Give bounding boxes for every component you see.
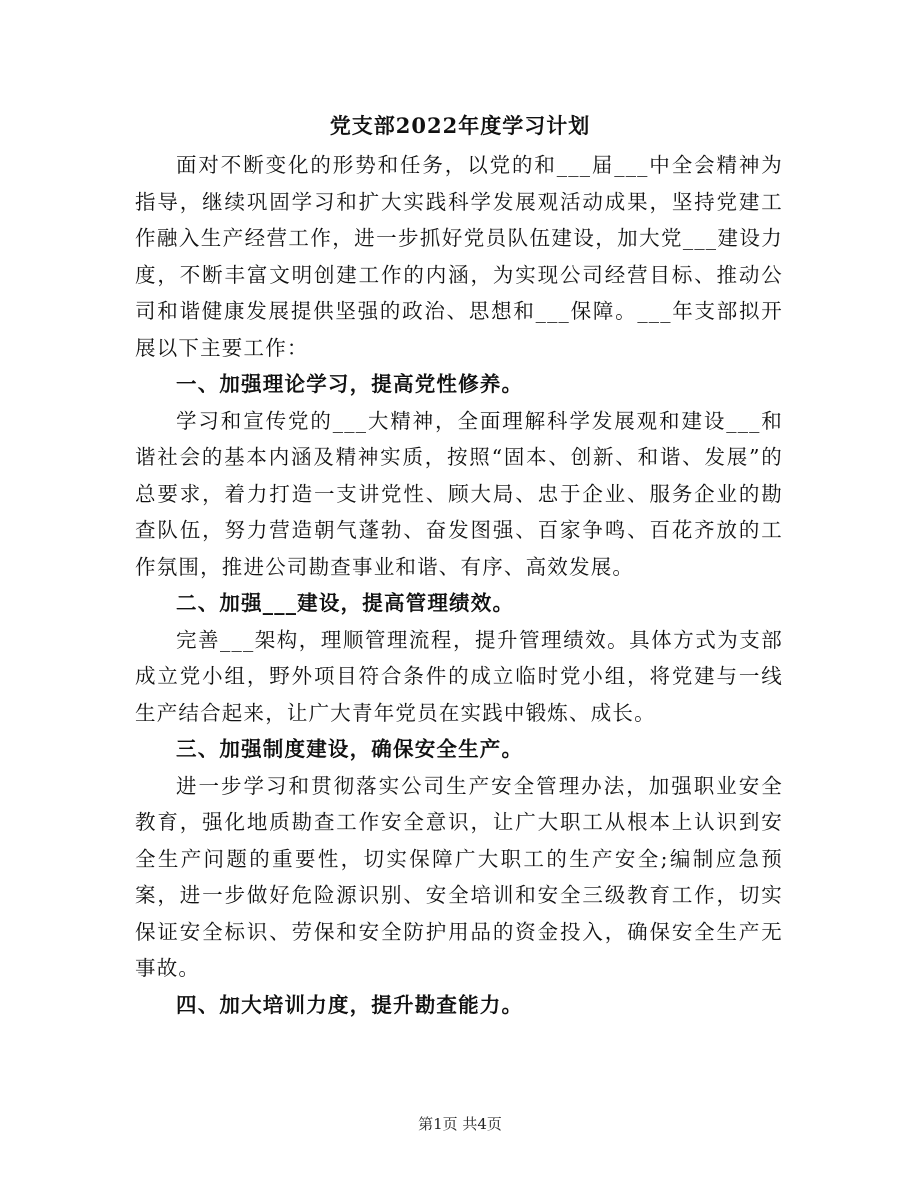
- paragraph-section-2: 完善___架构，理顺管理流程，提升管理绩效。具体方式为支部成立党小组，野外项目符合条件的成立临时党小组，将党建与一线生产结合起来，让广大青年党员在实践中锻炼、成长。: [135, 627, 783, 725]
- section-heading-2: 二、加强___建设，提高管理绩效。: [176, 591, 515, 615]
- section-heading-1: 一、加强理论学习，提高党性修养。: [176, 372, 524, 396]
- page-number-footer: 第1页 共4页: [418, 1115, 502, 1133]
- paragraph-intro: 面对不断变化的形势和任务，以党的和___届___中全会精神为指导，继续巩固学习和扩大实践科学发展观活动成果，坚持党建工作融入生产经营工作，进一步抓好党员队伍建设，加大党___建设力度，不断丰富文明创建工作的内涵，为实现公司经营目标、推动公司和谐健康发展提供坚强的政治、思想和___保障。___年支部拟开展以下主要工作：: [135, 153, 783, 360]
- paragraph-section-3: 进一步学习和贯彻落实公司生产安全管理办法，加强职业安全教育，强化地质勘查工作安全意识，让广大职工从根本上认识到安全生产问题的重要性，切实保障广大职工的生产安全;编制应急预案，进一步做好危险源识别、安全培训和安全三级教育工作，切实保证安全标识、劳保和安全防护用品的资金投入，确保安全生产无事故。: [135, 773, 783, 980]
- document-title: 党支部2022年度学习计划: [329, 113, 591, 138]
- paragraph-section-1: 学习和宣传党的___大精神，全面理解科学发展观和建设___和谐社会的基本内涵及精神实质，按照“固本、创新、和谐、发展”的总要求，着力打造一支讲党性、顾大局、忠于企业、服务企业的勘查队伍，努力营造朝气蓬勃、奋发图强、百家争鸣、百花齐放的工作氛围，推进公司勘查事业和谐、有序、高效发展。: [135, 408, 783, 579]
- section-heading-4: 四、加大培训力度，提升勘查能力。: [176, 992, 524, 1017]
- section-heading-3: 三、加强制度建设，确保安全生产。: [176, 737, 524, 761]
- document-body: [135, 147, 783, 1023]
